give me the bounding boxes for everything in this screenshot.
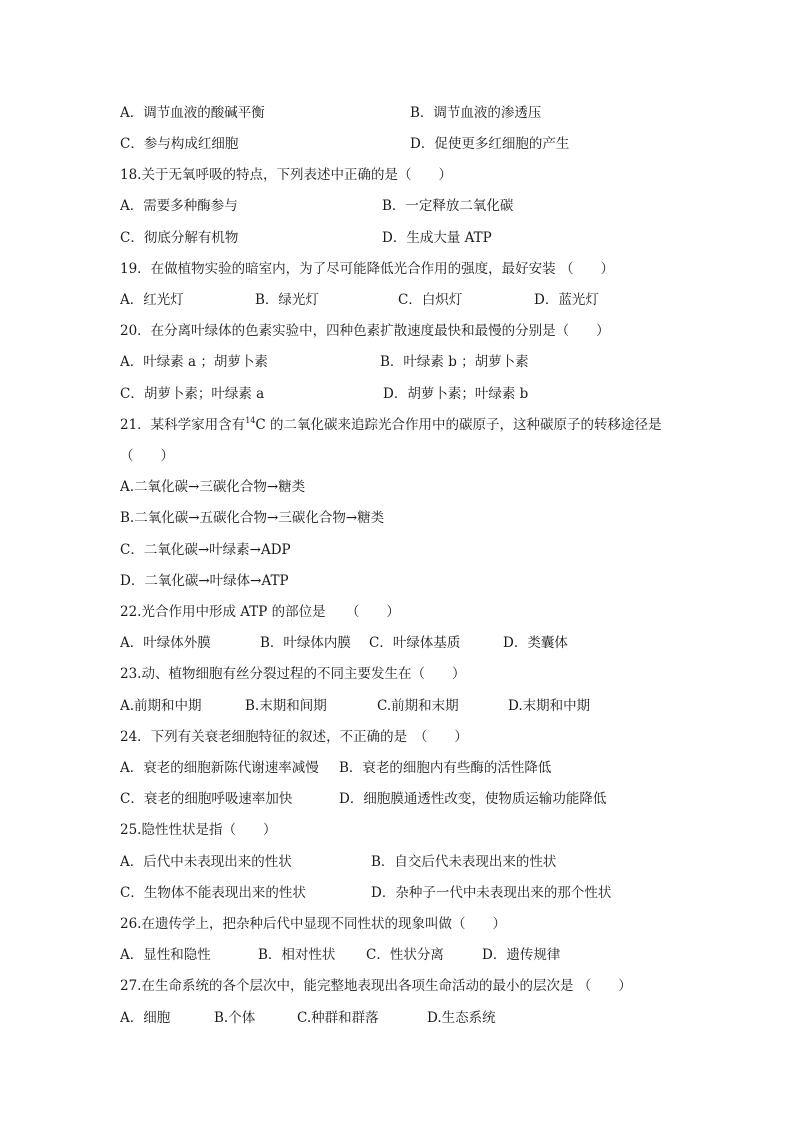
q19-option-c: C．白炽灯 [398,292,463,308]
q21-option-a: A.二氧化碳→三碳化合物→糖类 [120,479,306,495]
q27-option-b: B.个体 [214,1010,256,1026]
q22-option-d: D．类囊体 [503,635,568,651]
q25-stem: 25.隐性性状是指（ ） [120,822,277,838]
q21-isotope-superscript: 14 [245,416,256,425]
q23-options [120,694,591,718]
q18-options-row2 [120,226,492,250]
q23-option-d: D.末期和中期 [508,698,591,714]
q26-options [120,943,561,967]
q25-options-row1 [120,850,557,874]
q26-option-a: A．显性和隐性 [120,947,211,963]
q20-option-a: A．叶绿素 a ；胡萝卜素 [120,354,268,370]
q24-options-row1 [120,756,552,780]
q22-option-a: A．叶绿体外膜 [120,635,211,651]
q19-option-b: B．绿光灯 [255,292,319,308]
q23-option-b: B.末期和间期 [245,698,327,714]
q17-options-row1 [120,101,542,125]
q27-option-c: C.种群和群落 [297,1010,379,1026]
q26-option-c: C．性状分离 [366,947,444,963]
q26-option-b: B．相对性状 [258,947,336,963]
q21-option-c: C．二氧化碳→叶绿素→ADP [120,542,291,558]
q19-option-a: A．红光灯 [120,292,184,308]
q24-options-row2 [120,787,607,811]
q21-stem [120,413,662,437]
q18-stem: 18.关于无氧呼吸的特点，下列表述中正确的是（ ） [120,167,452,183]
q24-option-d: D．细胞膜通透性改变，使物质运输功能降低 [339,791,607,807]
q21-stem-prefix: 21．某科学家用含有 [120,417,246,433]
q24-option-c: C．衰老的细胞呼吸速率加快 [120,791,293,807]
q18-options-row1 [120,194,514,218]
q18-option-a: A．需要多种酶参与 [120,198,238,214]
q19-options [120,288,599,312]
q27-stem: 27.在生命系统的各个层次中，能完整地表现出各项生命活动的最小的层次是 （ ） [120,978,632,994]
q17-option-b: B．调节血液的渗透压 [410,105,542,121]
q19-option-d: D．蓝光灯 [534,292,599,308]
q24-stem: 24．下列有关衰老细胞特征的叙述，不正确的是 （ ） [120,729,468,745]
q22-option-b: B．叶绿体内膜 [260,635,351,651]
q22-option-c: C．叶绿体基质 [369,635,461,651]
q26-option-d: D．遗传规律 [482,947,561,963]
q24-option-a: A．衰老的细胞新陈代谢速率减慢 [120,760,319,776]
q25-option-c: C．生物体不能表现出来的性状 [120,885,306,901]
q20-option-b: B．叶绿素 b ；胡萝卜素 [380,354,529,370]
q20-option-c: C．胡萝卜素；叶绿素 a [120,386,265,402]
q22-options [120,631,568,655]
q17-option-a: A．调节血液的酸碱平衡 [120,105,265,121]
q23-option-c: C.前期和末期 [377,698,459,714]
q24-option-b: B．衰老的细胞内有些酶的活性降低 [339,760,552,776]
q27-options [120,1006,496,1030]
q18-option-d: D．生成大量 ATP [382,230,492,246]
q20-stem: 20．在分离叶绿体的色素实验中，四种色素扩散速度最快和最慢的分别是（ ） [120,323,610,339]
q21-option-d: D．二氧化碳→叶绿体→ATP [120,573,289,589]
q20-options-row1 [120,350,529,374]
q25-option-a: A．后代中未表现出来的性状 [120,854,292,870]
q25-option-d: D．杂种子一代中未表现出来的那个性状 [371,885,612,901]
q27-option-a: A．细胞 [120,1010,171,1026]
q20-options-row2 [120,382,529,406]
q18-option-b: B．一定释放二氧化碳 [382,198,514,214]
q21-paren: （ ） [120,448,174,464]
q17-option-d: D．促使更多红细胞的产生 [410,136,570,152]
q25-option-b: B．自交后代未表现出来的性状 [371,854,557,870]
q21-stem-suffix: C 的二氧化碳来追踪光合作用中的碳原子，这种碳原子的转移途径是 [255,417,662,433]
q23-stem: 23.动、植物细胞有丝分裂过程的不同主要发生在（ ） [120,666,466,682]
q27-option-d: D.生态系统 [427,1010,496,1026]
q18-option-c: C．彻底分解有机物 [120,230,239,246]
q17-options-row2 [120,132,570,156]
q21-option-b: B.二氧化碳→五碳化合物→三碳化合物→糖类 [120,510,385,526]
q22-stem: 22.光合作用中形成 ATP 的部位是 （ ） [120,604,400,620]
q19-stem: 19．在做植物实验的暗室内，为了尽可能降低光合作用的强度，最好安装 （ ） [120,261,614,277]
q17-option-c: C．参与构成红细胞 [120,136,239,152]
q26-stem: 26.在遗传学上，把杂种后代中显现不同性状的现象叫做（ ） [120,916,506,932]
q23-option-a: A.前期和中期 [120,698,202,714]
q25-options-row2 [120,881,612,905]
q20-option-d: D．胡萝卜素；叶绿素 b [383,386,529,402]
